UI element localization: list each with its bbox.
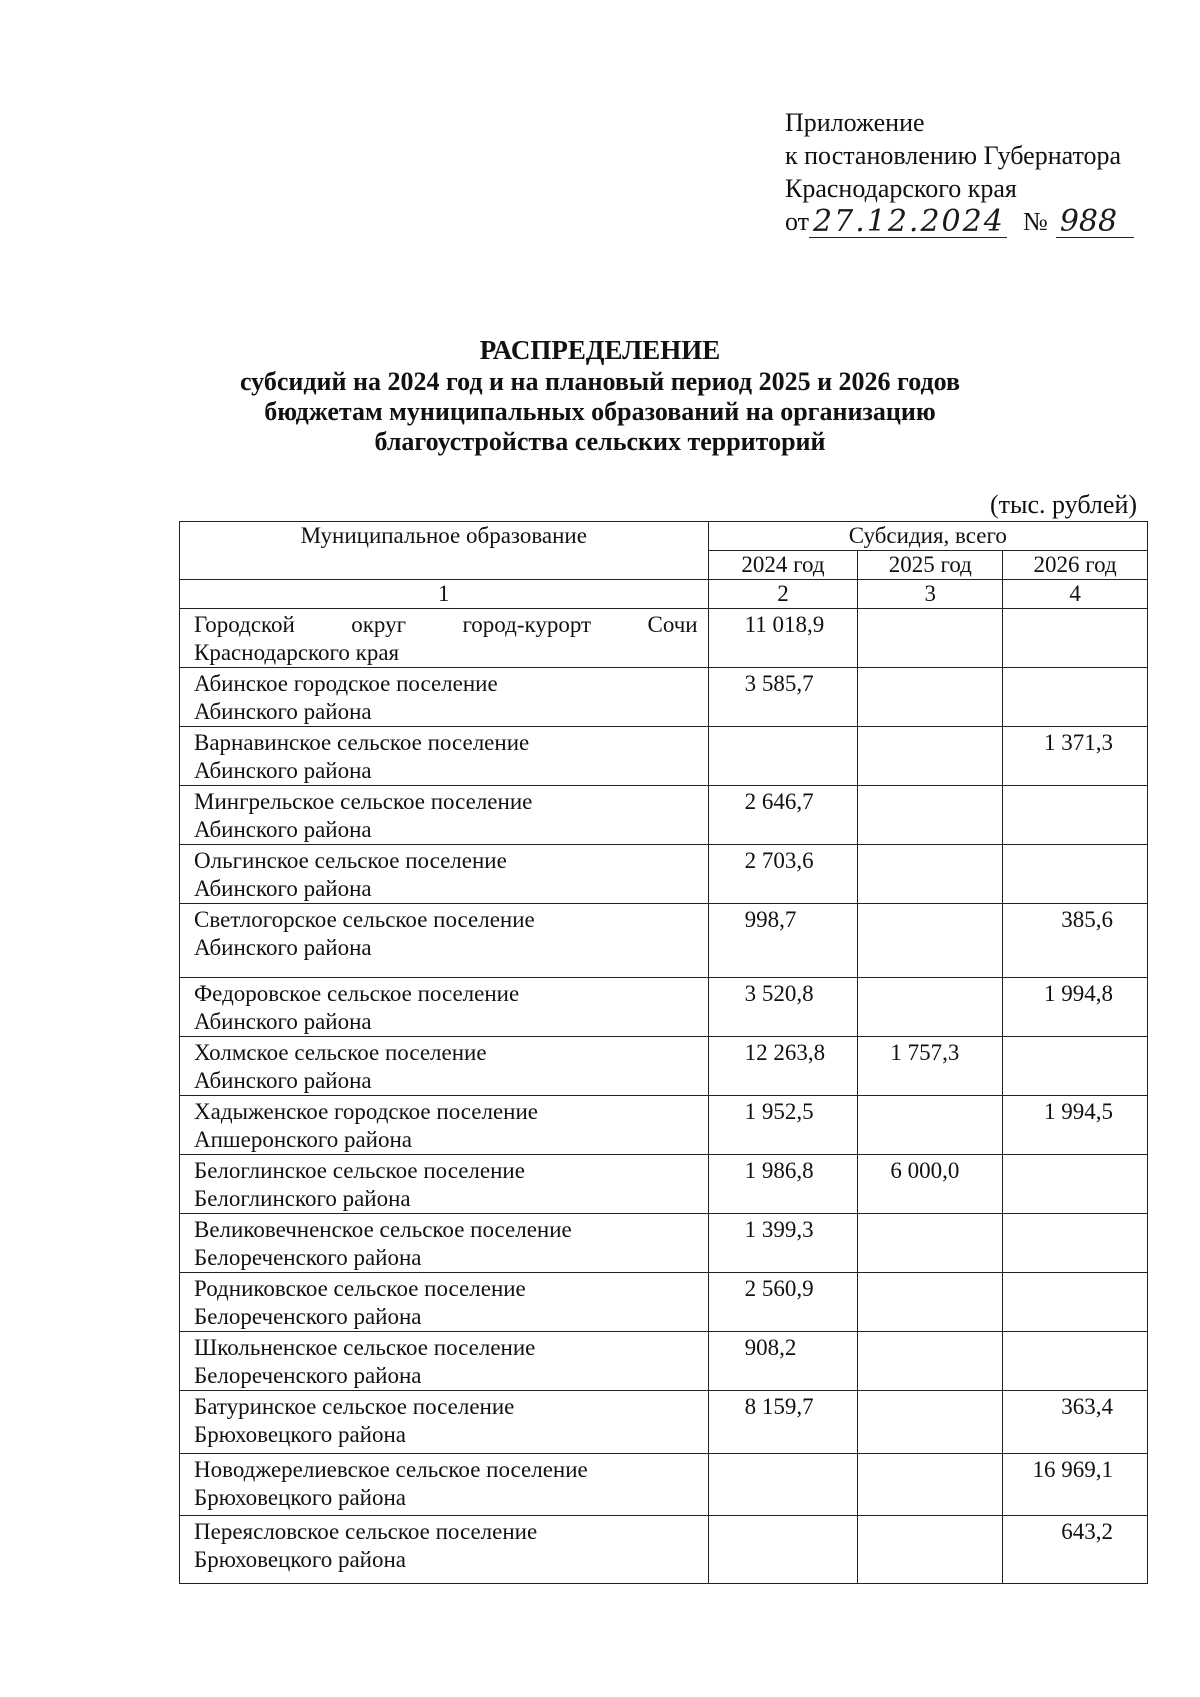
date-prefix: от — [785, 207, 810, 236]
municipality-name-line-1: Светлогорское сельское поселение — [194, 907, 535, 932]
municipality-name-line-2: Брюховецкого района — [194, 1547, 407, 1572]
header-year-2025: 2025 год — [858, 551, 1003, 580]
table-body — [180, 609, 1148, 1584]
value-2024: 998,7 — [708, 904, 858, 978]
value-2024: 2 560,9 — [708, 1273, 858, 1332]
value-2026: 16 969,1 — [1003, 1454, 1148, 1516]
municipality-cell — [180, 1516, 709, 1584]
municipality-cell — [180, 1391, 709, 1454]
value-2025 — [858, 786, 1003, 845]
value-2025 — [858, 1214, 1003, 1273]
value-2025 — [858, 668, 1003, 727]
municipality-cell — [180, 609, 709, 668]
header-municipality: Муниципальное образование — [180, 522, 709, 580]
municipality-name-line-1: Школьненское сельское поселение — [194, 1335, 536, 1360]
handwritten-date: 27.12.2024 — [809, 207, 1007, 238]
municipality-cell — [180, 1037, 709, 1096]
value-2024 — [708, 727, 858, 786]
municipality-name-line-2: Абинского района — [194, 817, 372, 842]
appendix-block — [785, 106, 1134, 238]
municipality-cell — [180, 904, 709, 978]
municipality-cell — [180, 1096, 709, 1155]
value-2026: 1 994,5 — [1003, 1096, 1148, 1155]
value-2024: 8 159,7 — [708, 1391, 858, 1454]
municipality-name-line-2: Абинского района — [194, 876, 372, 901]
column-number-2: 2 — [708, 580, 858, 609]
municipality-name-line-2: Абинского района — [194, 935, 372, 960]
value-2025: 1 757,3 — [858, 1037, 1003, 1096]
municipality-name-line-1: Абинское городское поселение — [194, 671, 498, 696]
municipality-name-line-1: Белоглинское сельское поселение — [194, 1158, 525, 1183]
value-2025 — [858, 609, 1003, 668]
header-subsidy-total: Субсидия, всего — [708, 522, 1147, 551]
column-number-4: 4 — [1003, 580, 1148, 609]
municipality-cell — [180, 727, 709, 786]
municipality-name-line-2: Белоглинского района — [194, 1186, 411, 1211]
municipality-cell — [180, 845, 709, 904]
table-row — [180, 1037, 1148, 1096]
table-row — [180, 1096, 1148, 1155]
municipality-name-line-1: Батуринское сельское поселение — [194, 1394, 515, 1419]
table-row — [180, 904, 1148, 978]
value-2025 — [858, 845, 1003, 904]
municipality-name-line-2: Абинского района — [194, 699, 372, 724]
value-2026 — [1003, 1273, 1148, 1332]
value-2025 — [858, 1391, 1003, 1454]
municipality-cell — [180, 1332, 709, 1391]
title-line-4: благоустройства сельских территорий — [374, 427, 826, 456]
municipality-name-line-2: Краснодарского края — [194, 640, 400, 665]
table-row — [180, 609, 1148, 668]
table-row — [180, 1214, 1148, 1273]
appendix-line-1: Приложение — [785, 108, 925, 137]
units-label: (тыс. рублей) — [990, 490, 1138, 519]
number-sign: № — [1023, 207, 1048, 236]
value-2026 — [1003, 609, 1148, 668]
value-2026: 385,6 — [1003, 904, 1148, 978]
appendix-line-3: Краснодарского края — [785, 174, 1017, 203]
value-2024: 1 986,8 — [708, 1155, 858, 1214]
table-row — [180, 668, 1148, 727]
value-2025 — [858, 727, 1003, 786]
municipality-name-line-2: Абинского района — [194, 1068, 372, 1093]
title-line-2: субсидий на 2024 год и на плановый период 2025 и 2026 годов — [239, 367, 960, 396]
table-row — [180, 1391, 1148, 1454]
municipality-name-line-2: Абинского района — [194, 758, 372, 783]
value-2025 — [858, 1096, 1003, 1155]
value-2025 — [858, 1273, 1003, 1332]
value-2024: 11 018,9 — [708, 609, 858, 668]
municipality-cell — [180, 1454, 709, 1516]
municipality-name-line-1: Городской округ город-курорт Сочи — [194, 612, 698, 637]
table-row — [180, 727, 1148, 786]
value-2024 — [708, 1454, 858, 1516]
value-2026: 1 994,8 — [1003, 978, 1148, 1037]
value-2026 — [1003, 1214, 1148, 1273]
value-2024: 2 646,7 — [708, 786, 858, 845]
municipality-name-line-1: Родниковское сельское поселение — [194, 1276, 526, 1301]
value-2025 — [858, 904, 1003, 978]
table-row — [180, 786, 1148, 845]
value-2026 — [1003, 668, 1148, 727]
header-year-2024: 2024 год — [708, 551, 858, 580]
municipality-name-line-1: Великовечненское сельское поселение — [194, 1217, 572, 1242]
municipality-name-line-1: Мингрельское сельское поселение — [194, 789, 533, 814]
title-heading: РАСПРЕДЕЛЕНИЕ — [479, 335, 721, 365]
municipality-name-line-1: Новоджерелиевское сельское поселение — [194, 1457, 588, 1482]
municipality-name-line-2: Белореченского района — [194, 1363, 422, 1388]
value-2024: 12 263,8 — [708, 1037, 858, 1096]
municipality-cell — [180, 1155, 709, 1214]
municipality-cell — [180, 1214, 709, 1273]
municipality-name-line-1: Холмское сельское поселение — [194, 1040, 487, 1065]
table-row — [180, 845, 1148, 904]
municipality-name-line-1: Федоровское сельское поселение — [194, 981, 520, 1006]
value-2024: 3 585,7 — [708, 668, 858, 727]
municipality-name-line-2: Апшеронского района — [194, 1127, 413, 1152]
municipality-cell — [180, 978, 709, 1037]
value-2024 — [708, 1516, 858, 1584]
municipality-name-line-1: Переясловское сельское поселение — [194, 1519, 538, 1544]
value-2026 — [1003, 1332, 1148, 1391]
table-row — [180, 1155, 1148, 1214]
municipality-name-line-2: Белореченского района — [194, 1245, 422, 1270]
municipality-cell — [180, 1273, 709, 1332]
subsidy-table — [179, 521, 1148, 1584]
table-row — [180, 1454, 1148, 1516]
municipality-name-line-2: Абинского района — [194, 1009, 372, 1034]
table-row — [180, 1273, 1148, 1332]
value-2025 — [858, 1454, 1003, 1516]
municipality-name-line-1: Хадыженское городское поселение — [194, 1099, 538, 1124]
value-2026 — [1003, 786, 1148, 845]
municipality-cell — [180, 786, 709, 845]
handwritten-number: 988 — [1056, 207, 1134, 238]
header-year-2026: 2026 год — [1003, 551, 1148, 580]
value-2025 — [858, 1332, 1003, 1391]
value-2026 — [1003, 845, 1148, 904]
municipality-name-line-1: Варнавинское сельское поселение — [194, 730, 530, 755]
appendix-line-2: к постановлению Губернатора — [785, 141, 1122, 170]
municipality-name-line-2: Брюховецкого района — [194, 1422, 407, 1447]
value-2024: 1 399,3 — [708, 1214, 858, 1273]
value-2024: 1 952,5 — [708, 1096, 858, 1155]
value-2025 — [858, 978, 1003, 1037]
municipality-cell — [180, 668, 709, 727]
value-2026: 363,4 — [1003, 1391, 1148, 1454]
table-row — [180, 1516, 1148, 1584]
value-2024: 2 703,6 — [708, 845, 858, 904]
table-row — [180, 978, 1148, 1037]
column-number-3: 3 — [858, 580, 1003, 609]
value-2026 — [1003, 1155, 1148, 1214]
municipality-name-line-1: Ольгинское сельское поселение — [194, 848, 507, 873]
value-2025 — [858, 1516, 1003, 1584]
document-title — [0, 335, 1200, 457]
municipality-name-line-2: Белореченского района — [194, 1304, 422, 1329]
value-2025: 6 000,0 — [858, 1155, 1003, 1214]
table-row — [180, 1332, 1148, 1391]
title-line-3: бюджетам муниципальных образований на организацию — [264, 397, 936, 426]
municipality-name-line-2: Брюховецкого района — [194, 1485, 407, 1510]
column-number-1: 1 — [180, 580, 709, 609]
value-2026: 1 371,3 — [1003, 727, 1148, 786]
value-2024: 908,2 — [708, 1332, 858, 1391]
value-2026: 643,2 — [1003, 1516, 1148, 1584]
value-2024: 3 520,8 — [708, 978, 858, 1037]
appendix-date-number-line — [785, 205, 1134, 238]
value-2026 — [1003, 1037, 1148, 1096]
